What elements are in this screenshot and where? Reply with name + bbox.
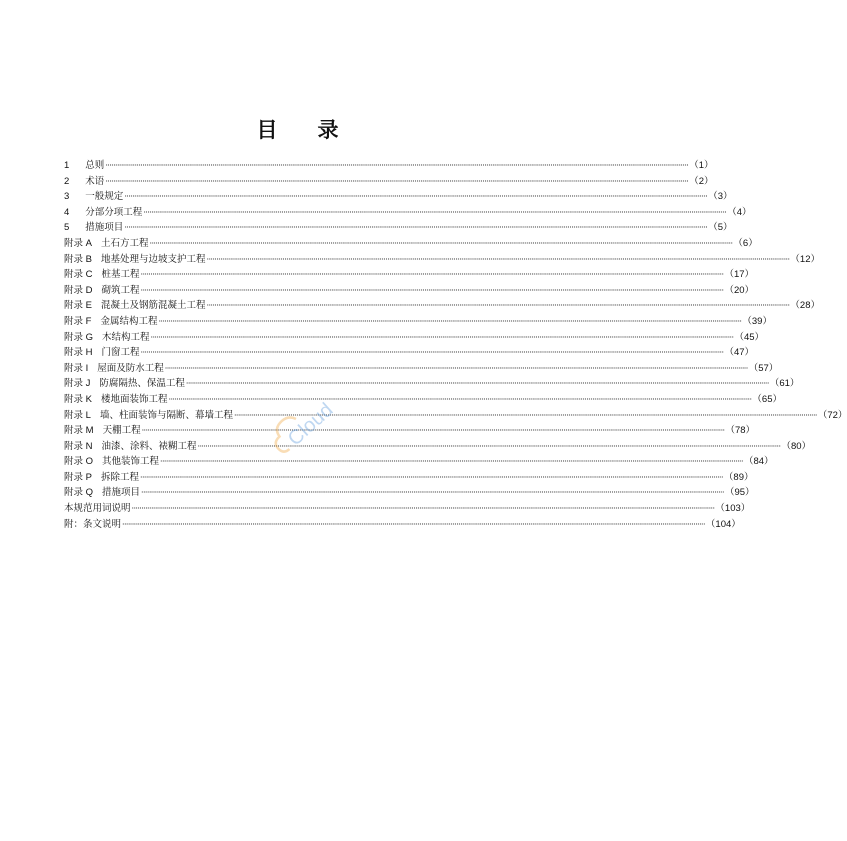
toc-entry-label: 楼地面装饰工程 — [100, 393, 168, 405]
toc-leader-dots: ············································································································································································································································································································ — [141, 426, 725, 436]
toc-entry-label: 门窗工程 — [101, 347, 140, 359]
toc-leader-dots: ············································································································································································································································································································ — [150, 332, 734, 342]
toc-entry-number: 附录 J — [64, 378, 91, 390]
toc-entry-number: 附录 I — [64, 362, 89, 374]
toc-entry[interactable] — [64, 174, 714, 190]
toc-entry[interactable] — [64, 345, 755, 361]
toc-leader-dots: ············································································································································································································································································································ — [233, 410, 817, 420]
toc-leader-dots: ············································································································································································································································································································ — [141, 488, 724, 498]
toc-entry-label: 砌筑工程 — [101, 284, 140, 296]
toc-entry-number: 附录 C — [64, 269, 93, 281]
toc-entry-page: （4） — [727, 206, 752, 218]
toc-entry[interactable] — [64, 220, 733, 236]
toc-leader-dots: ············································································································································································································································································································ — [185, 379, 769, 389]
title-char-left: 目 — [256, 117, 278, 142]
toc-entry-page: （2） — [689, 175, 714, 187]
toc-entry-label: 土石方工程 — [100, 237, 149, 249]
toc-entry-number: 附录 D — [64, 284, 93, 296]
toc-entry[interactable] — [64, 361, 779, 377]
toc-entry[interactable] — [64, 189, 733, 205]
toc-entry-page: （28） — [790, 300, 820, 312]
toc-leader-dots: ············································································································································································································································································································ — [140, 270, 724, 280]
toc-entry-number: 附录 Q — [64, 487, 94, 499]
toc-entry-number: 附录 H — [64, 347, 93, 359]
toc-entry-number: 附录 F — [64, 315, 92, 327]
toc-entry-label: 拆除工程 — [100, 471, 139, 483]
toc-entry[interactable] — [64, 314, 772, 330]
toc-entry[interactable] — [64, 236, 758, 252]
toc-entry-page: （20） — [724, 284, 755, 296]
toc-entry-number: 5 — [64, 222, 70, 234]
toc-leader-dots: ············································································································································································································································································································ — [140, 472, 723, 482]
toc-entry[interactable] — [64, 485, 755, 501]
toc-entry-page: （17） — [724, 269, 755, 281]
toc-leader-dots: ············································································································································································································································································································ — [122, 519, 705, 529]
toc-entry[interactable] — [64, 158, 714, 174]
toc-entry-number: 附录 E — [64, 300, 92, 312]
toc-entry-label: 术语 — [85, 175, 105, 187]
toc-leader-dots: ············································································································································································································································································································ — [168, 394, 752, 404]
toc-entry-number: 2 — [64, 175, 70, 187]
page-title — [0, 114, 595, 144]
toc-entry-page: （6） — [733, 237, 758, 249]
toc-entry-label: 屋面及防水工程 — [97, 362, 164, 374]
toc-entry-page: （80） — [781, 440, 812, 452]
toc-leader-dots: ············································································································································································································································································································ — [124, 223, 708, 233]
toc-entry[interactable] — [64, 252, 820, 268]
toc-entry-page: （65） — [752, 393, 782, 405]
toc-entry[interactable] — [64, 267, 755, 283]
toc-leader-dots: ············································································································································································································································································································ — [206, 301, 790, 311]
toc-entry-label: 一般规定 — [85, 191, 124, 203]
toc-entry-page: （78） — [725, 425, 756, 437]
toc-entry-number: 附录 M — [64, 425, 94, 437]
toc-entry-label: 本规范用词说明 — [64, 503, 131, 515]
toc-leader-dots: ············································································································································································································································································································ — [105, 176, 689, 186]
toc-entry-label: 附：条文说明 — [64, 518, 122, 530]
toc-entry[interactable] — [64, 330, 765, 346]
toc-entry-page: （104） — [705, 518, 741, 530]
toc-entry-page: （1） — [689, 160, 714, 171]
toc-entry-label: 墙、柱面装饰与隔断、幕墙工程 — [99, 409, 233, 421]
toc-entry-page: （12） — [790, 253, 820, 265]
title-char-right: 录 — [317, 117, 339, 142]
toc-entry-page: （47） — [724, 347, 755, 359]
toc-leader-dots: ············································································································································································································································································································ — [105, 161, 689, 170]
toc-entry-page: （3） — [708, 191, 733, 203]
toc-entry-page: （95） — [724, 487, 755, 499]
toc-entry[interactable] — [64, 205, 752, 221]
toc-entry-number: 附录 B — [64, 253, 92, 265]
toc-leader-dots: ············································································································································································································································································································ — [124, 192, 708, 202]
toc-leader-dots: ············································································································································································································································································································ — [206, 254, 790, 264]
toc-leader-dots: ············································································································································································································································································································ — [160, 457, 743, 467]
toc-entry-label: 分部分项工程 — [85, 206, 143, 218]
toc-entry[interactable] — [64, 283, 755, 299]
toc-leader-dots: ············································································································································································································································································································ — [140, 285, 724, 295]
toc-entry-page: （103） — [715, 503, 751, 515]
toc-entry[interactable] — [64, 298, 820, 314]
toc-leader-dots: ············································································································································································································································································································ — [158, 316, 742, 326]
toc-leader-dots: ············································································································································································································································································································ — [131, 504, 715, 514]
toc-leader-dots: ············································································································································································································································································································ — [140, 348, 724, 358]
toc-entry-label: 桩基工程 — [101, 269, 140, 281]
table-of-contents — [64, 158, 847, 532]
toc-entry-page: （5） — [708, 222, 733, 234]
toc-entry-label: 油漆、涂料、裱糊工程 — [101, 440, 197, 452]
toc-entry-page: （45） — [734, 331, 765, 343]
toc-entry[interactable] — [64, 501, 751, 517]
toc-entry-label: 木结构工程 — [102, 331, 150, 343]
toc-entry-page: （39） — [742, 315, 772, 327]
toc-entry-number: 附录 A — [64, 237, 92, 249]
toc-entry-page: （89） — [723, 471, 754, 483]
toc-entry-label: 金属结构工程 — [100, 315, 158, 327]
toc-entry-number: 附录 O — [64, 456, 94, 468]
toc-entry[interactable] — [64, 517, 741, 533]
toc-entry-number: 4 — [64, 206, 70, 218]
toc-entry-label: 措施项目 — [85, 222, 124, 234]
toc-leader-dots: ············································································································································································································································································································ — [197, 441, 781, 451]
toc-entry-label: 其他装饰工程 — [102, 456, 160, 468]
toc-entry-label: 混凝土及钢筋混凝土工程 — [100, 300, 206, 312]
toc-entry-label: 措施项目 — [102, 487, 141, 499]
toc-entry-label: 防腐隔热、保温工程 — [99, 378, 185, 390]
toc-leader-dots: ············································································································································································································································································································ — [164, 363, 748, 373]
toc-entry-number: 附录 P — [64, 471, 92, 483]
svg-text:Cloud: Cloud — [283, 398, 338, 451]
toc-entry-page: （72） — [817, 409, 847, 421]
toc-entry-number: 附录 G — [64, 331, 94, 343]
toc-entry-number: 附录 L — [64, 409, 91, 421]
toc-entry-page: （61） — [769, 378, 800, 390]
toc-leader-dots: ············································································································································································································································································································ — [149, 238, 733, 248]
toc-leader-dots: ············································································································································································································································································································ — [143, 207, 727, 217]
toc-entry-label: 天棚工程 — [102, 425, 141, 437]
toc-entry-number: 附录 N — [64, 440, 93, 452]
toc-entry-label: 总则 — [85, 160, 105, 171]
toc-entry-number: 1 — [64, 160, 70, 171]
toc-entry-page: （57） — [748, 362, 779, 374]
toc-entry-label: 地基处理与边坡支护工程 — [100, 253, 206, 265]
toc-entry-number: 3 — [64, 191, 70, 203]
toc-entry-number: 附录 K — [64, 393, 92, 405]
toc-entry-page: （84） — [743, 456, 774, 468]
